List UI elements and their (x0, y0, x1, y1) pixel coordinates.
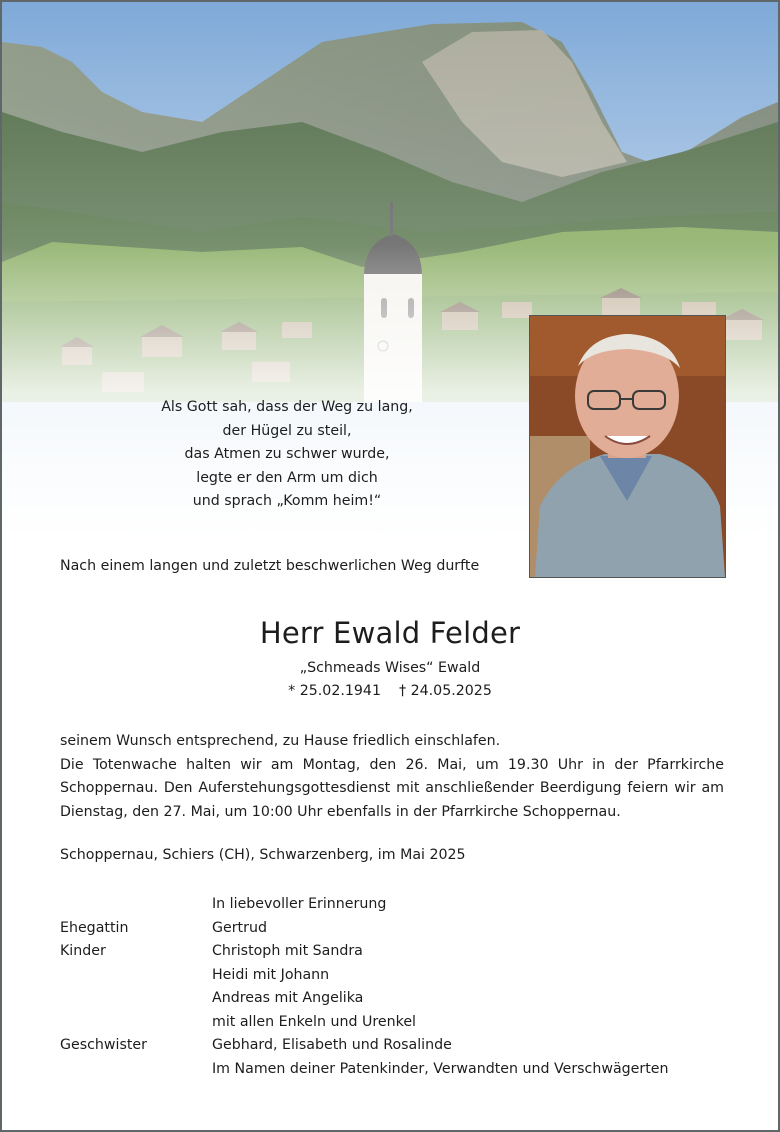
mourner-names: In liebevoller Erinnerung (212, 896, 387, 912)
mourner-row (60, 940, 669, 964)
mourner-row (60, 893, 669, 917)
mourners-list (60, 893, 669, 1081)
relation-label (60, 987, 212, 1011)
poem-line: legte er den Arm um dich (196, 469, 378, 486)
relation-label (60, 964, 212, 988)
body-paragraph: Die Totenwache halten wir am Montag, den 26. Mai, um 19.30 Uhr in der Pfarrkirche Schoppernau. Den Auferstehungsgottesdienst mit anschließender Beerdigung feiern wir am Dienstag, den 27. Mai, um 10:00 Uhr ebenfalls in der Pfarrkirche Schoppernau. (60, 756, 724, 820)
memorial-poem (132, 396, 442, 514)
mourner-names: Andreas mit Angelika (212, 990, 364, 1006)
life-dates: * 25.02.1941 † 24.05.2025 (288, 683, 492, 699)
relation-label (60, 1058, 212, 1082)
portrait-photo (529, 315, 726, 578)
mourner-names: Im Namen deiner Patenkinder, Verwandten und Verschwägerten (212, 1060, 669, 1077)
mourner-row (60, 917, 669, 941)
mourner-row (60, 1011, 669, 1035)
mourner-names: Christoph mit Sandra (212, 943, 363, 959)
relation-label: Kinder (60, 943, 106, 959)
mourner-row (60, 987, 669, 1011)
relation-label: Geschwister (60, 1037, 147, 1053)
mourner-names: Gebhard, Elisabeth und Rosalinde (212, 1037, 452, 1053)
nickname: „Schmeads Wises“ Ewald (299, 660, 481, 676)
mourner-row (60, 1058, 669, 1082)
poem-line: Als Gott sah, dass der Weg zu lang, (161, 399, 413, 415)
announcement-body (60, 730, 724, 824)
mourner-row (60, 964, 669, 988)
mourner-names: Heidi mit Johann (212, 966, 330, 983)
relation-label: Ehegattin (60, 919, 129, 936)
poem-line: der Hügel zu steil, (222, 422, 352, 439)
mourner-names: mit allen Enkeln und Urenkel (212, 1013, 416, 1030)
place-and-date: Schoppernau, Schiers (CH), Schwarzenberg, im Mai 2025 (60, 847, 466, 863)
body-paragraph: seinem Wunsch entsprechend, zu Hause friedlich einschlafen. (60, 733, 501, 749)
mourner-names: Gertrud (212, 919, 267, 936)
deceased-name: Herr Ewald Felder (259, 616, 521, 650)
poem-line: und sprach „Komm heim!“ (192, 493, 382, 509)
mourner-row (60, 1034, 669, 1058)
intro-text: Nach einem langen und zuletzt beschwerlichen Weg durfte (60, 558, 480, 574)
relation-label (60, 1011, 212, 1035)
poem-line: das Atmen zu schwer wurde, (184, 446, 390, 462)
relation-label (60, 893, 212, 917)
